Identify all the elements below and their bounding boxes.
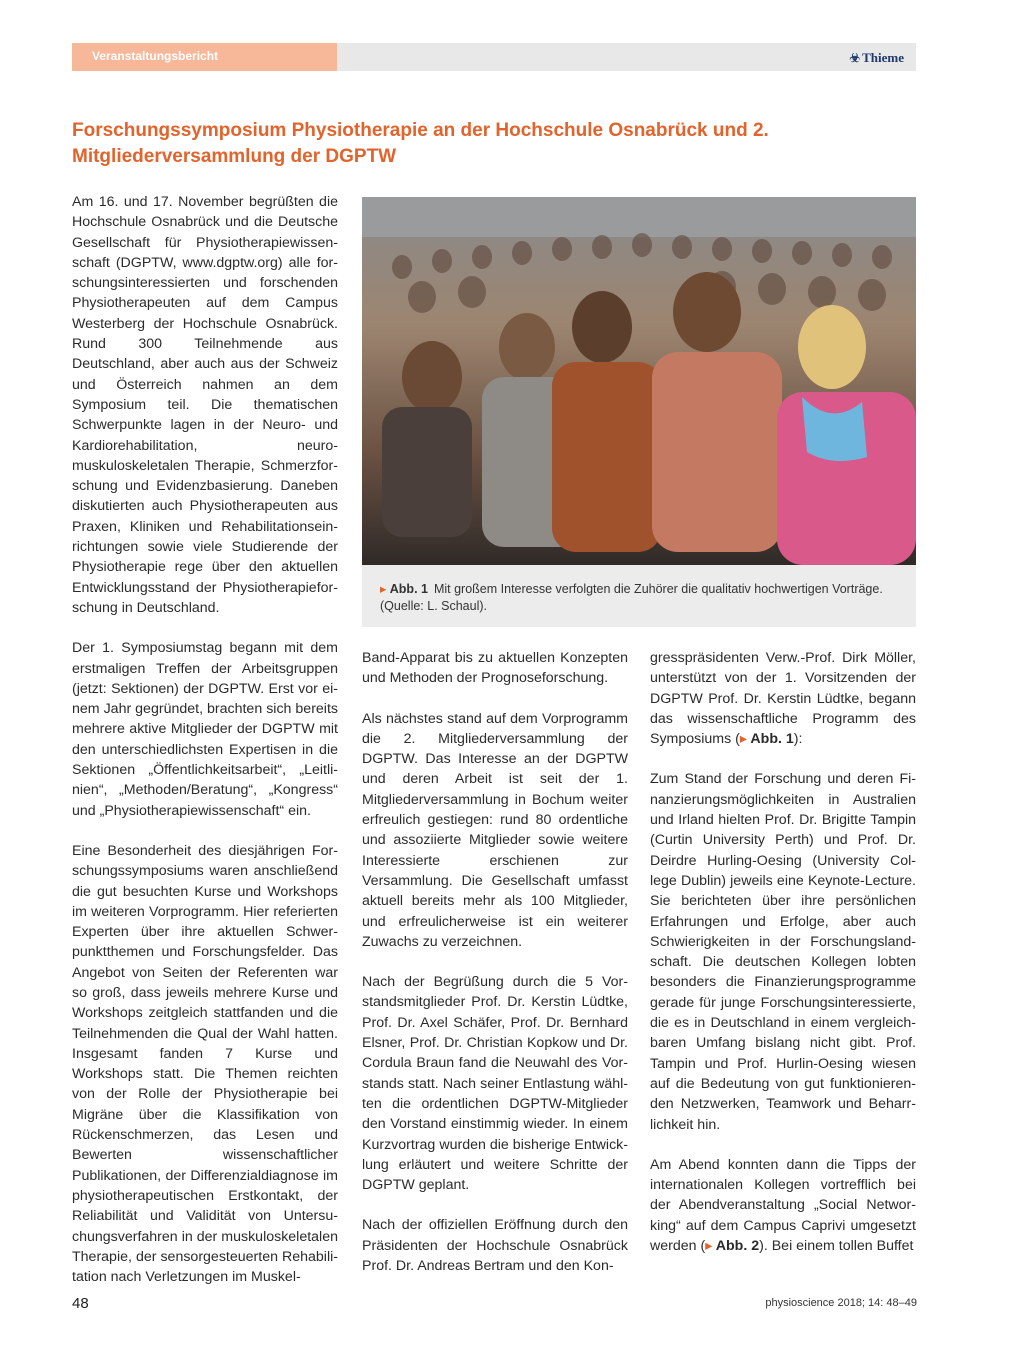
- paragraph: Eine Besonderheit des diesjährigen Forschungssymposiums waren anschließend die gut besuchten Kurse und Workshops im weiteren Vorprogramm. Hier referierten Experten über ihre aktuellen Schwerpunktthemen und Forschungsfelder. Das Angebot von Seiten der Referenten war so groß, dass jeweils mehrere Kurse und Workshops zeitgleich stattfanden und die Teilnehmenden die Qual der Wahl hatten. Insgesamt fanden 7 Kurse und Workshops statt. Die Themen reichten von der Rolle der Physiotherapie bei Migräne über die Klassifikation von Rückenschmerzen, das Lesen und Bewerten wissenschaftlicher Publikationen, der Differenzialdiagnose im physiotherapeutischen Erstkontakt, der Reliabilität und Validität von Untersuchungsverfahren in der muskuloskeletalen Therapie, der sensorgesteuerten Rehabilitation nach Verletzungen im Muskel-: [72, 842, 338, 1286]
- triangle-right-icon: ▸: [380, 582, 387, 596]
- paragraph-text: ):: [793, 731, 803, 748]
- figure-reference-link[interactable]: [705, 1238, 759, 1254]
- figure-photo: [362, 197, 916, 565]
- paragraph-text: Am Abend konnten dann die Tipps der internationalen Kollegen vortrefflich bei der Abendveranstaltung „Social Networking“ auf dem Campus Caprivi umgesetzt werden (: [650, 1156, 916, 1255]
- audience-photo: [362, 197, 916, 565]
- figure-label: Abb. 1: [389, 582, 428, 596]
- paragraph-text: ). Bei einem tollen Buffet: [759, 1238, 914, 1255]
- paragraph: [650, 1155, 916, 1256]
- header-bar: [72, 43, 916, 71]
- paragraph: Zum Stand der Forschung und deren Finanzierungsmöglichkeiten in Australien und Irland hielten Prof. Dr. Brigitte Tampin (Curtin University Perth) und Prof. Dr. Deirdre Hurling-Oesing (University College Dublin) jeweils eine Keynote-Lecture. Sie berichteten über ihre persönlichen Erfahrungen und Erfolge, aber auch Schwierigkeiten in der Forschungslandschaft. Die deutschen Kollegen lobten besonders die Finanzierungsprogramme gerade für junge Forschungsinteressierte, die es in Deutschland in einem vergleichbaren Umfang bislang nicht gibt. Prof. Tampin und Prof. Hurlin-Oesing wiesen auf die Bedeutung von gut funktionierenden Netzwerken, Teamwork und Beharrlichkeit hin.: [650, 771, 916, 1133]
- caption-text: Mit großem Interesse verfolgten die Zuhörer die qualitativ hochwertigen Vorträge. (Quelle: L. Schaul).: [380, 582, 883, 613]
- figure-reference-label: Abb. 2: [715, 1238, 760, 1255]
- figure-caption: [362, 565, 916, 627]
- figure-reference-link[interactable]: [740, 731, 794, 747]
- page-number: 48: [72, 1295, 89, 1312]
- column-middle: [362, 648, 628, 1296]
- paragraph: Band-Apparat bis zu aktuellen Konzepten und Methoden der Prognoseforschung.: [362, 650, 628, 687]
- triangle-right-icon: ▸: [739, 731, 747, 748]
- paragraph: Der 1. Symposiumstag begann mit dem erstmaligen Treffen der Arbeitsgruppen (jetzt: Sektionen) der DGPTW. Erst vor einem Jahr gegründet, brachten sich bereits mehrere aktive Mitglieder der DGPTW mit den unterschiedlichsten Expertisen in die Sektionen „Öffentlichkeitsarbeit“, „Leitlinien“, „Methoden/Beratung“, „Kongress“ und „Physiotherapiewissenschaft“ ein.: [72, 640, 338, 819]
- paragraph: Nach der Begrüßung durch die 5 Vorstandsmitglieder Prof. Dr. Kerstin Lüdtke, Prof. Dr. Axel Schäfer, Prof. Dr. Bernhard Elsner, Prof. Dr. Christian Kopkow und Dr. Cordula Braun fand die Neuwahl des Vorstands statt. Nach seiner Entlastung wählten die ordentlichen DGPTW-Mitglieder den Vorstand einstimmig wieder. In einem Kurzvortrag wurden die bisherige Entwicklung erläutert und weitere Schritte der DGPTW geplant.: [362, 974, 628, 1194]
- section-tag: Veranstaltungsbericht: [72, 43, 337, 71]
- paragraph: Am 16. und 17. November begrüßten die Hochschule Osnabrück und die Deutsche Gesellschaft für Physiotherapiewissenschaft (DGPTW, www.dgptw.org) alle forschungsinteressierten und forschenden Physiotherapeuten auf dem Campus Westerberg der Hochschule Osnabrück. Rund 300 Teilnehmende aus Deutschland, aber auch aus der Schweiz und Österreich nahmen an dem Symposium teil. Die thematischen Schwerpunkte lagen in der Neuro- und Kardiorehabilitation, neuromuskuloskeletalen Therapie, Schmerzforschung und Evidenzbasierung. Daneben diskutierten auch Physiotherapeuten aus Praxen, Kliniken und Rehabilitationseinrichtungen sowie viele Studierende der Physiotherapie rege über den aktuellen Entwicklungsstand der Physiotherapieforschung in Deutschland.: [72, 194, 338, 616]
- paragraph: Nach der offiziellen Eröffnung durch den Präsidenten der Hochschule Osnabrück Prof. Dr. Andreas Bertram und den Kon-: [362, 1217, 628, 1275]
- journal-reference: physioscience 2018; 14: 48–49: [765, 1297, 917, 1309]
- publisher-name: Thieme: [862, 50, 904, 65]
- triangle-right-icon: ▸: [705, 1238, 713, 1255]
- article-title: Forschungssymposium Physiotherapie an der Hochschule Osnabrück und 2. Mitgliederversammlung der DGPTW: [72, 120, 769, 167]
- column-left: [72, 192, 338, 1307]
- paragraph-text: gresspräsidenten Verw.-Prof. Dirk Möller, unterstützt von der 1. Vorsitzenden der DGPTW Prof. Dr. Kerstin Lüdtke, begann das wissenschaftliche Programm des Symposiums (: [650, 650, 916, 748]
- paragraph: Als nächstes stand auf dem Vorprogramm die 2. Mitgliederversammlung der DGPTW. Das Interesse an der DGPTW und deren Arbeit ist seit der 1. Mitgliederversammlung in Bochum weiter erfreulich gestiegen: rund 80 ordentliche und assoziierte Mitglieder sowie weitere Interessierte erschienen zur Versammlung. Die Gesellschaft umfasst aktuell bereits mehr als 100 Mitglieder, und erfreulicherweise ist ein weiterer Zuwachs zu verzeichnen.: [362, 710, 628, 950]
- thieme-logo-icon: ☣: [849, 51, 861, 65]
- publisher: [849, 43, 904, 71]
- column-right: [650, 648, 916, 1276]
- figure-reference-label: Abb. 1: [750, 731, 794, 748]
- paragraph: [650, 648, 916, 749]
